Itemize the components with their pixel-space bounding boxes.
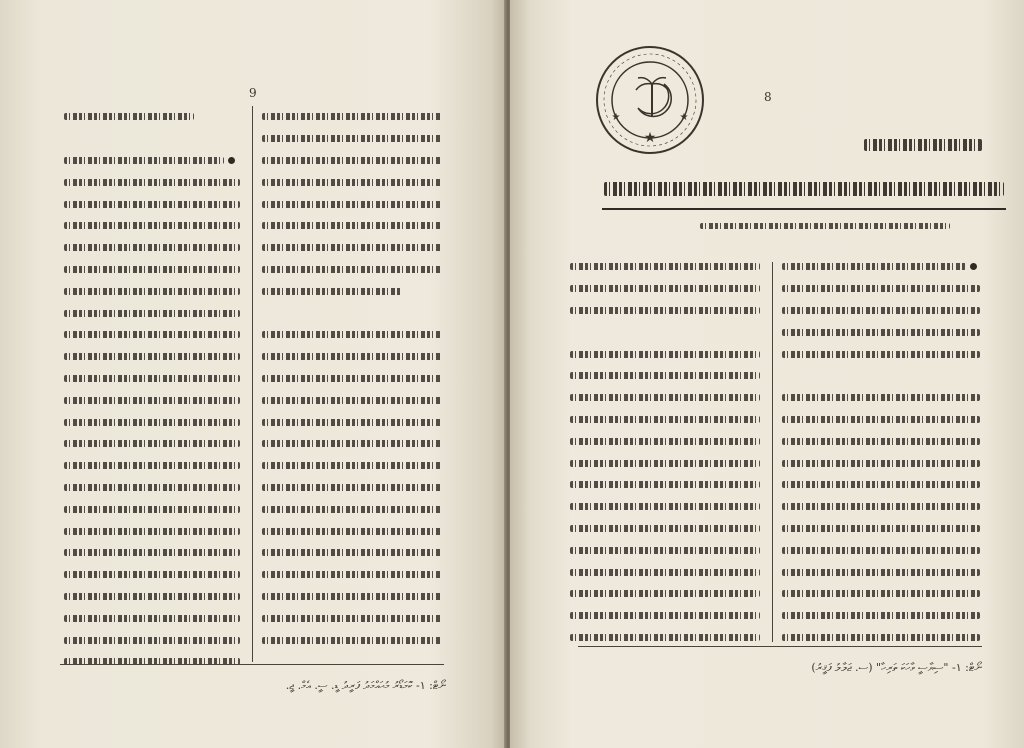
svg-text:★: ★ bbox=[643, 130, 657, 146]
column-divider bbox=[772, 262, 773, 642]
right-page bbox=[510, 0, 1024, 748]
main-heading bbox=[604, 176, 1004, 202]
heading-underline bbox=[602, 208, 1006, 210]
left-page-text-column-left bbox=[64, 106, 242, 696]
left-page-text-column-right bbox=[262, 106, 444, 666]
right-page-text-column-left bbox=[570, 256, 762, 656]
footnote: ނޯޓް: ١- "ސިޔާސީ ވާހަކަ ތަރިހާ" (ސ. ޖަލާލު ފަޤީރު) bbox=[811, 661, 982, 674]
section-heading bbox=[864, 134, 982, 156]
page-number: 9 bbox=[249, 86, 257, 100]
column-divider bbox=[252, 106, 253, 662]
footnote-rule bbox=[578, 646, 982, 647]
official-seal-icon bbox=[594, 44, 706, 156]
page-number: 8 bbox=[764, 90, 772, 104]
left-page bbox=[0, 0, 506, 748]
author-line bbox=[700, 219, 950, 233]
right-page-text-column-right bbox=[782, 256, 982, 656]
svg-text:★: ★ bbox=[679, 112, 689, 123]
svg-text:★: ★ bbox=[611, 112, 621, 123]
footnote-rule bbox=[60, 664, 444, 665]
footnote: ނޯޓް: ١- ކޮމަޑޯރު މުޙައްމަދު ފަރީދު ޑީ. ސީ. އެމް. ޖީ. bbox=[285, 679, 446, 692]
